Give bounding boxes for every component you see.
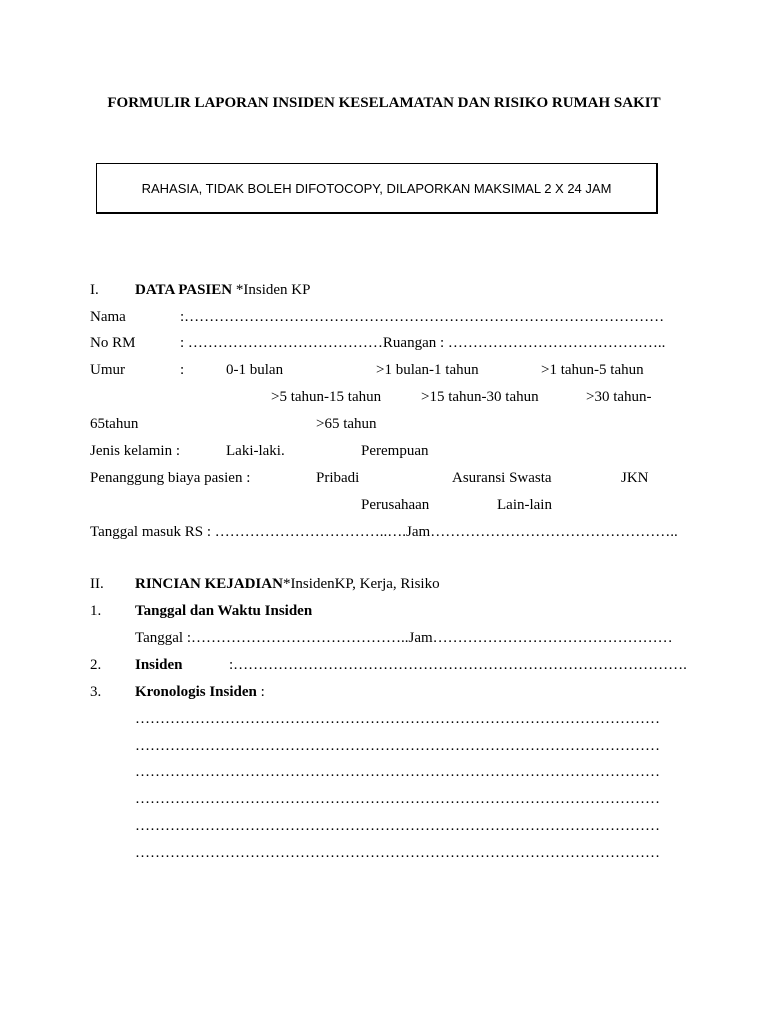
kronologis-line[interactable]: …………………………………………………………………………………………… xyxy=(135,791,660,807)
umur-option[interactable]: >1 tahun-5 tahun xyxy=(541,362,644,378)
form-title: FORMULIR LAPORAN INSIDEN KESELAMATAN DAN RISIKO RUMAH SAKIT xyxy=(107,95,661,111)
section1-heading-line xyxy=(135,281,310,299)
item2-number: 2. xyxy=(90,657,102,673)
umur-option[interactable]: >5 tahun-15 tahun xyxy=(271,389,382,405)
umur-option[interactable]: 0-1 bulan xyxy=(226,362,284,378)
kronologis-line[interactable]: …………………………………………………………………………………………… xyxy=(135,764,660,780)
tanggal-jam-insiden-field[interactable]: Tanggal :……………………………………..Jam………………………………………… xyxy=(135,630,673,646)
item1-label: Tanggal dan Waktu Insiden xyxy=(135,603,313,619)
nama-field[interactable]: :…………………………………………………………………………………… xyxy=(180,309,665,325)
section1-number: I. xyxy=(90,282,99,298)
kronologis-line[interactable]: …………………………………………………………………………………………… xyxy=(135,738,660,754)
biaya-option[interactable]: Asuransi Swasta xyxy=(452,470,552,486)
confidential-notice-text: RAHASIA, TIDAK BOLEH DIFOTOCOPY, DILAPORKAN MAKSIMAL 2 X 24 JAM xyxy=(141,180,612,196)
item3-number: 3. xyxy=(90,684,102,700)
confidential-notice-box xyxy=(96,163,658,214)
umur-option[interactable]: >1 bulan-1 tahun xyxy=(376,362,479,378)
item1-number: 1. xyxy=(90,603,102,619)
item3-colon: : xyxy=(256,684,265,700)
umur-option-continued: 65tahun xyxy=(90,416,139,432)
biaya-option[interactable]: Perusahaan xyxy=(361,497,430,513)
section1-heading: DATA PASIEN xyxy=(135,282,233,298)
kronologis-line[interactable]: …………………………………………………………………………………………… xyxy=(135,711,660,727)
jenis-kelamin-label: Jenis kelamin : xyxy=(90,443,180,459)
biaya-option[interactable]: JKN xyxy=(621,470,649,486)
section2-note: *InsidenKP, Kerja, Risiko xyxy=(282,576,440,592)
umur-option[interactable]: >30 tahun- xyxy=(586,389,652,405)
item3-label-line xyxy=(135,683,265,701)
insiden-field[interactable]: :………………………………………………………………………………. xyxy=(229,657,687,673)
item2-label: Insiden xyxy=(135,657,183,673)
section2-heading-line xyxy=(135,575,440,593)
umur-label: Umur xyxy=(90,362,125,378)
kronologis-line[interactable]: …………………………………………………………………………………………… xyxy=(135,845,660,861)
section1-note: *Insiden KP xyxy=(232,282,311,298)
norm-label: No RM xyxy=(90,335,136,351)
norm-ruangan-field[interactable]: : …………………………………Ruangan : …………………………………….. xyxy=(180,335,666,351)
section2-number: II. xyxy=(90,576,104,592)
umur-colon: : xyxy=(180,362,185,378)
nama-label: Nama xyxy=(90,309,126,325)
tanggal-masuk-field[interactable]: Tanggal masuk RS : ……………………………..….Jam………………………………………….. xyxy=(90,524,678,540)
umur-option[interactable]: >15 tahun-30 tahun xyxy=(421,389,539,405)
section2-heading: RINCIAN KEJADIAN xyxy=(135,576,283,592)
biaya-option[interactable]: Lain-lain xyxy=(497,497,552,513)
biaya-option[interactable]: Pribadi xyxy=(316,470,360,486)
penanggung-biaya-label: Penanggung biaya pasien : xyxy=(90,470,251,486)
item3-label: Kronologis Insiden xyxy=(135,684,257,700)
jenis-kelamin-option[interactable]: Laki-laki. xyxy=(226,443,285,459)
kronologis-line[interactable]: …………………………………………………………………………………………… xyxy=(135,818,660,834)
jenis-kelamin-option[interactable]: Perempuan xyxy=(361,443,429,459)
umur-option[interactable]: >65 tahun xyxy=(316,416,377,432)
